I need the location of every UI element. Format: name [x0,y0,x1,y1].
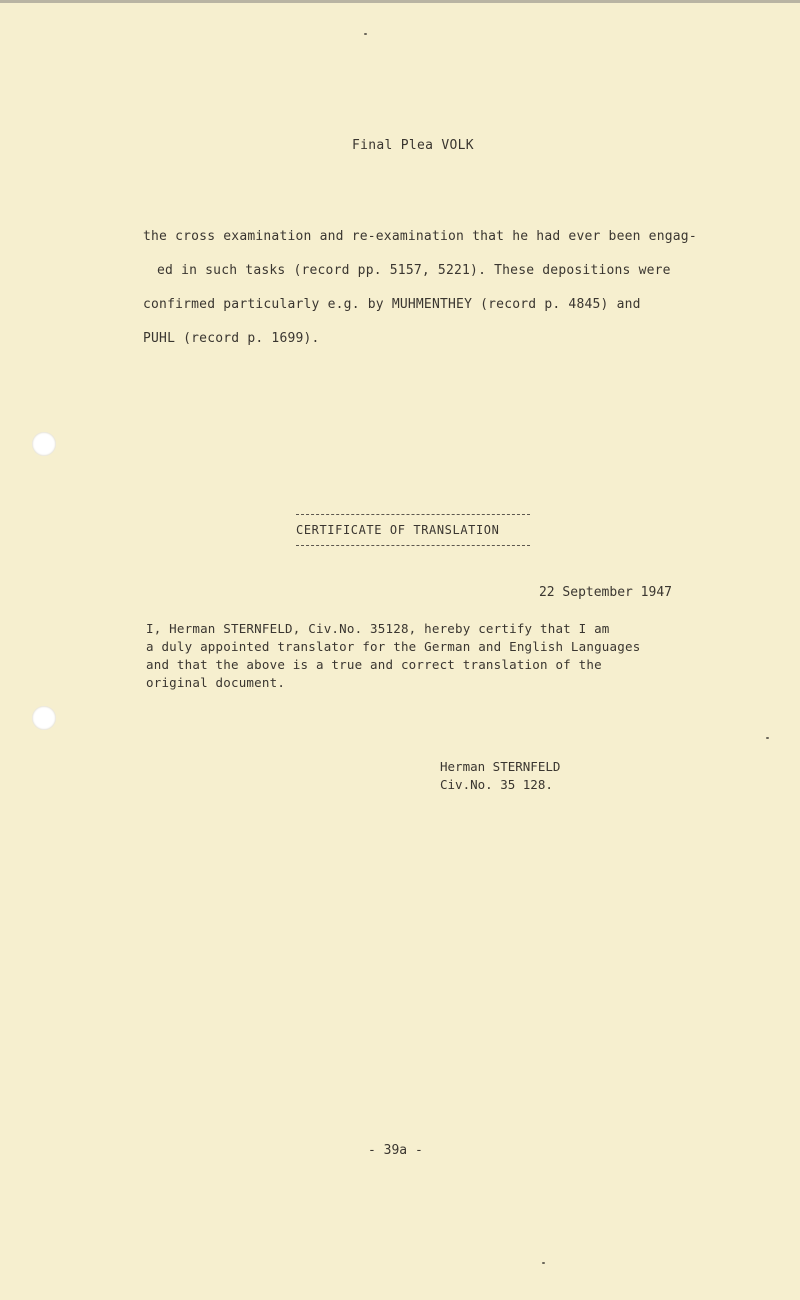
certificate-title: CERTIFICATE OF TRANSLATION [296,523,500,537]
certificate-text [146,620,706,692]
body-line: confirmed particularly e.g. by MUHMENTHEY (record p. 4845) and [143,297,641,312]
signature-block [440,758,560,794]
body-line: the cross examination and re-examination that he had ever been engag- [143,229,697,244]
certificate-line: I, Herman STERNFELD, Civ.No. 35128, hereby certify that I am [146,621,610,636]
page-number: - 39a - [368,1143,423,1158]
document-header: Final Plea VOLK [352,138,474,153]
certificate-line: and that the above is a true and correct translation of the [146,657,602,672]
divider [296,545,530,546]
page-top-edge [0,0,800,3]
body-line: PUHL (record p. 1699). [143,331,320,346]
body-line: ed in such tasks (record pp. 5157, 5221). These depositions were [157,263,671,278]
paper-speck [766,737,769,739]
paper-speck [542,1262,545,1264]
certificate-line: a duly appointed translator for the German and English Languages [146,639,641,654]
certificate-line: original document. [146,675,286,690]
paper-speck [364,33,367,35]
body-paragraph [143,220,743,356]
punch-hole-lower [32,706,56,730]
certificate-date: 22 September 1947 [538,585,672,600]
certificate-title-block [296,514,530,546]
signature-civ-no: Civ.No. 35 128. [440,777,553,792]
signature-name: Herman STERNFELD [440,759,561,774]
punch-hole-upper [32,432,56,456]
